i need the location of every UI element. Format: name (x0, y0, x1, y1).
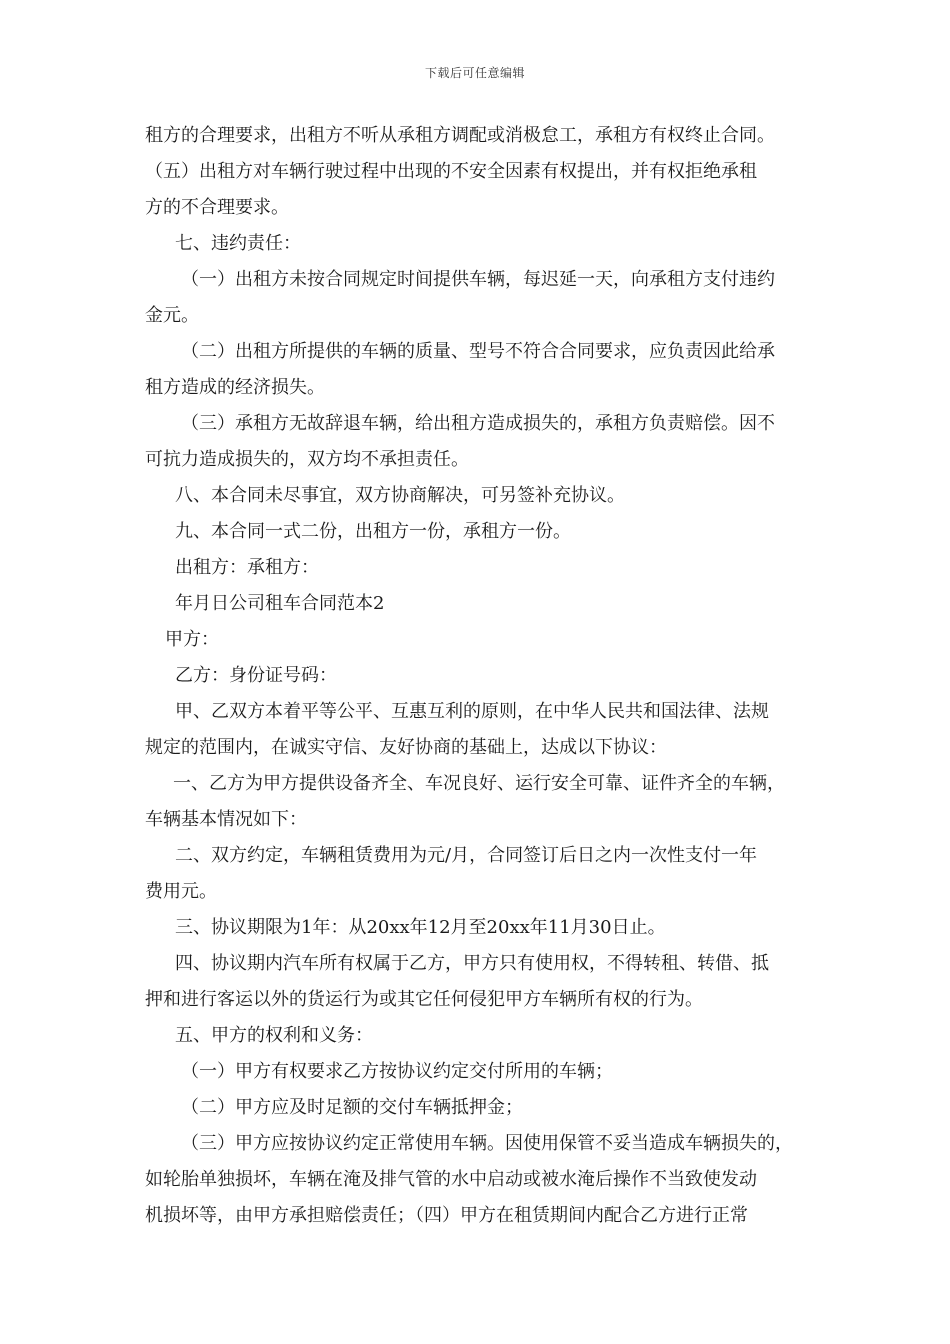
text-line: 八、本合同未尽事宜，双方协商解决，可另签补充协议。 (175, 485, 625, 506)
text-line: （一）出租方未按合同规定时间提供车辆，每迟延一天，向承租方支付违约 (181, 269, 775, 290)
text-line: 金元。 (145, 305, 199, 326)
text-line: （三）甲方应按协议约定正常使用车辆。因使用保管不妥当造成车辆损失的， (181, 1133, 793, 1154)
text-line: 规定的范围内，在诚实守信、友好协商的基础上，达成以下协议： (145, 737, 667, 758)
text-line: 三、协议期限为1年：从20xx年12月至20xx年11月30日止。 (175, 917, 666, 938)
text-line: 押和进行客运以外的货运行为或其它任何侵犯甲方车辆所有权的行为。 (145, 989, 703, 1010)
text-line: 二、双方约定，车辆租赁费用为元/月，合同签订后日之内一次性支付一年 (175, 845, 758, 866)
text-line: 如轮胎单独损坏，车辆在淹及排气管的水中启动或被水淹后操作不当致使发动 (145, 1169, 757, 1190)
text-line: （二）甲方应及时足额的交付车辆抵押金； (181, 1097, 523, 1118)
text-line: 车辆基本情况如下： (145, 809, 307, 830)
text-line: （一）甲方有权要求乙方按协议约定交付所用的车辆； (181, 1061, 613, 1082)
text-line: 租方的合理要求，出租方不听从承租方调配或消极怠工，承租方有权终止合同。 (145, 125, 775, 146)
text-line: 费用元。 (145, 881, 217, 902)
text-line: 九、本合同一式二份，出租方一份，承租方一份。 (175, 521, 571, 542)
signature-line: 出租方：承租方： (175, 557, 319, 578)
party-b-line: 乙方：身份证号码： (175, 665, 337, 686)
header-note: 下载后可任意编辑 (424, 66, 525, 80)
text-line: （三）承租方无故辞退车辆，给出租方造成损失的，承租方负责赔偿。因不 (181, 413, 775, 434)
text-line: （五）出租方对车辆行驶过程中出现的不安全因素有权提出，并有权拒绝承租 (145, 161, 757, 182)
text-line: 四、协议期内汽车所有权属于乙方，甲方只有使用权，不得转租、转借、抵 (175, 953, 769, 974)
document-body (145, 118, 810, 1234)
text-line: 一、乙方为甲方提供设备齐全、车况良好、运行安全可靠、证件齐全的车辆， (173, 773, 785, 794)
party-a-line: 甲方： (165, 629, 219, 650)
text-line: 机损坏等，由甲方承担赔偿责任；（四）甲方在租赁期间内配合乙方进行正常 (145, 1205, 748, 1226)
text-line: 租方造成的经济损失。 (145, 377, 325, 398)
section-heading: 七、违约责任： (175, 233, 301, 254)
text-line: 可抗力造成损失的，双方均不承担责任。 (145, 449, 469, 470)
text-line: 方的不合理要求。 (145, 197, 289, 218)
section-heading: 五、甲方的权利和义务： (175, 1025, 373, 1046)
text-line: （二）出租方所提供的车辆的质量、型号不符合合同要求，应负责因此给承 (181, 341, 775, 362)
text-line: 甲、乙双方本着平等公平、互惠互利的原则，在中华人民共和国法律、法规 (175, 701, 769, 722)
document-subtitle: 年月日公司租车合同范本2 (175, 593, 385, 614)
